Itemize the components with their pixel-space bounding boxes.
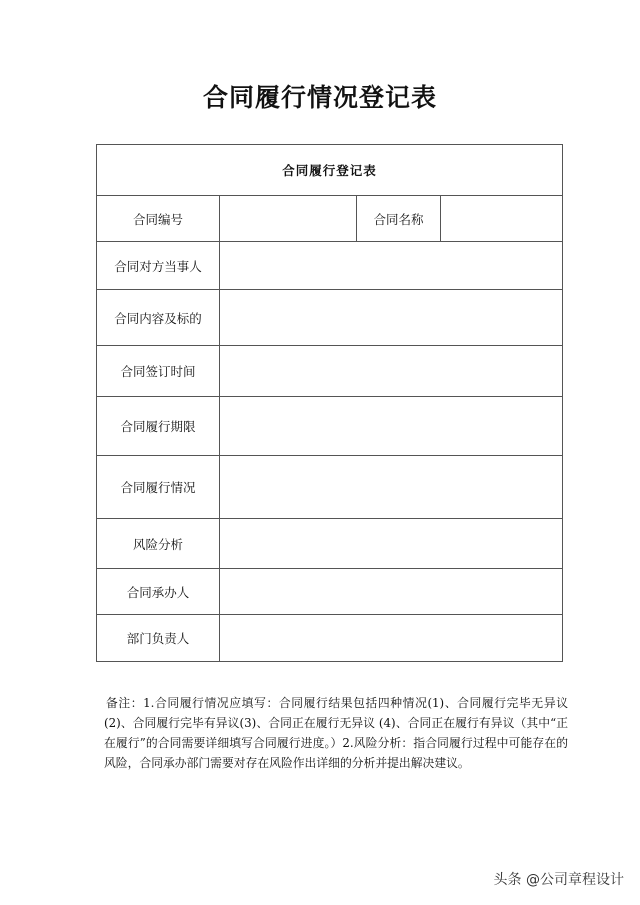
source-watermark: 头条 @公司章程设计 bbox=[493, 872, 624, 888]
contract-name-field[interactable] bbox=[441, 196, 563, 242]
handler-field[interactable] bbox=[220, 569, 563, 615]
performance-label: 合同履行情况 bbox=[97, 456, 220, 519]
term-field[interactable] bbox=[220, 397, 563, 456]
dept-head-field[interactable] bbox=[220, 615, 563, 662]
content-field[interactable] bbox=[220, 290, 563, 346]
sign-date-field[interactable] bbox=[220, 346, 563, 397]
risk-label: 风险分析 bbox=[97, 519, 220, 569]
contract-name-label: 合同名称 bbox=[357, 196, 441, 242]
document-title: 合同履行情况登记表 bbox=[202, 83, 437, 112]
contract-no-field[interactable] bbox=[220, 196, 357, 242]
content-label: 合同内容及标的 bbox=[97, 290, 220, 346]
sign-date-label: 合同签订时间 bbox=[97, 346, 220, 397]
registration-form-table bbox=[96, 144, 563, 662]
contract-no-label: 合同编号 bbox=[97, 196, 220, 242]
form-heading: 合同履行登记表 bbox=[97, 145, 563, 196]
counterparty-label: 合同对方当事人 bbox=[97, 242, 220, 290]
counterparty-field[interactable] bbox=[220, 242, 563, 290]
dept-head-label: 部门负责人 bbox=[97, 615, 220, 662]
remarks-note: 备注：1.合同履行情况应填写：合同履行结果包括四种情况(1)、合同履行完毕无异议(2)、合同履行完毕有异议(3)、合同正在履行无异议 (4)、合同正在履行有异议（其中“正在履行”的合同需要详细填写合同履行进度。）2.风险分析：指合同履行过程中可能存在的风险，合同承办部门需要对存在风险作出详细的分析并提出解决建议。 bbox=[104, 696, 568, 770]
risk-field[interactable] bbox=[220, 519, 563, 569]
term-label: 合同履行期限 bbox=[97, 397, 220, 456]
handler-label: 合同承办人 bbox=[97, 569, 220, 615]
performance-field[interactable] bbox=[220, 456, 563, 519]
